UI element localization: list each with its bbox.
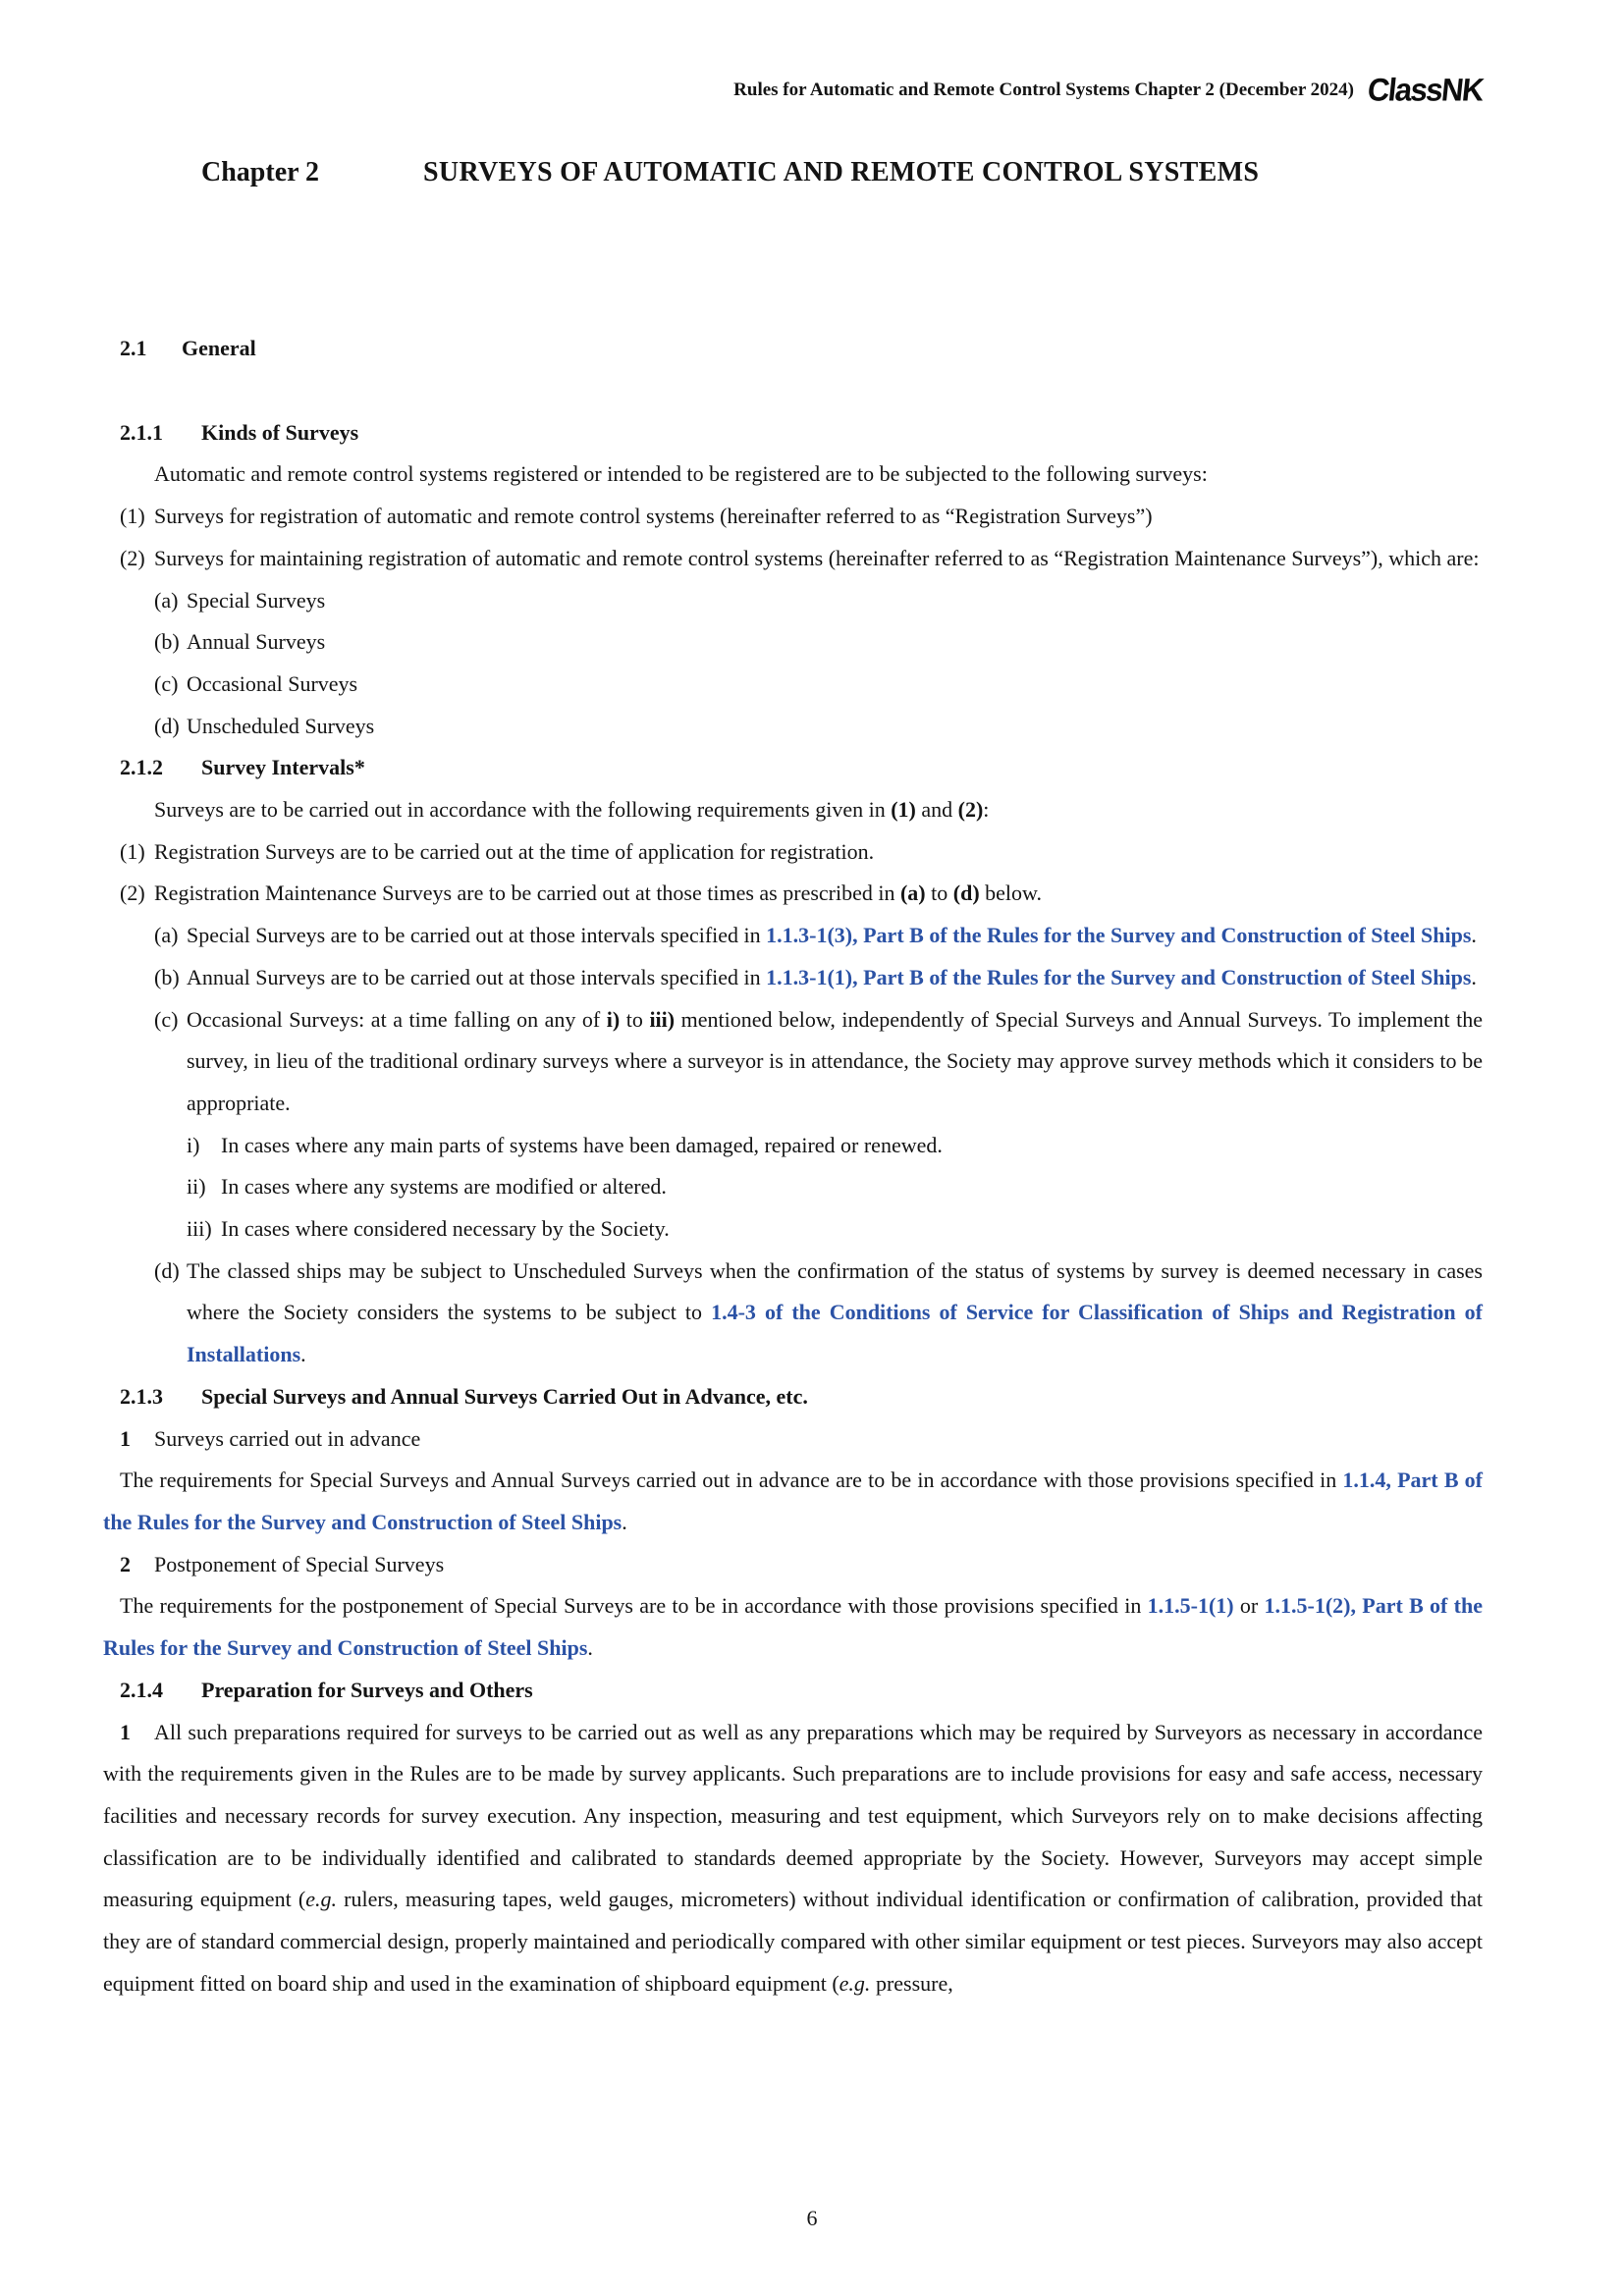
list-marker: (c) bbox=[154, 1006, 179, 1032]
section-number: 1 bbox=[120, 1719, 131, 1744]
text-run: Annual Surveys are to be carried out at those intervals specified in bbox=[187, 964, 767, 989]
list-marker: i) bbox=[187, 1132, 200, 1157]
chapter-heading bbox=[103, 157, 1483, 188]
list-item bbox=[103, 538, 1483, 580]
section-heading bbox=[103, 747, 1483, 789]
cross-reference-link[interactable]: 1.1.5-1(1) bbox=[1147, 1593, 1234, 1619]
list-marker: (2) bbox=[120, 881, 145, 906]
section-number: 2.1 bbox=[120, 336, 147, 360]
text-run: e.g. bbox=[305, 1887, 337, 1912]
section-title: Special Surveys and Annual Surveys Carried Out in Advance, etc. bbox=[201, 1383, 808, 1409]
classnk-logo: ClassNK bbox=[1366, 72, 1485, 108]
paragraph bbox=[103, 1460, 1483, 1543]
list-item bbox=[103, 873, 1483, 915]
section-number: 2 bbox=[120, 1551, 131, 1576]
text-run: below. bbox=[979, 881, 1042, 906]
list-marker: (c) bbox=[154, 670, 179, 696]
text-run: pressure, bbox=[870, 1970, 953, 1996]
text-run: Surveys are to be carried out in accordance with the following requirements given in bbox=[154, 797, 892, 823]
text-run: and bbox=[915, 797, 958, 823]
list-item bbox=[103, 664, 1483, 706]
text-run: Occasional Surveys bbox=[187, 670, 358, 696]
text-run: Occasional Surveys: at a time falling on any of bbox=[187, 1006, 607, 1032]
cross-reference-link[interactable]: 1.4-3 of the Conditions of Service for Classification of Ships and Registration of Installations bbox=[187, 1300, 1483, 1367]
chapter-title: SURVEYS OF AUTOMATIC AND REMOTE CONTROL SYSTEMS bbox=[423, 157, 1260, 187]
list-item bbox=[103, 621, 1483, 664]
text-run: (1) bbox=[891, 797, 916, 823]
text-run: . bbox=[300, 1342, 306, 1367]
text-run: The requirements for the postponement of Special Surveys are to be in accordance with those provisions specified in bbox=[120, 1593, 1148, 1619]
list-marker: iii) bbox=[187, 1216, 212, 1242]
list-item bbox=[103, 957, 1483, 999]
text-run: In cases where any main parts of systems have been damaged, repaired or renewed. bbox=[221, 1132, 943, 1157]
text-run: The classed ships may be subject to Unscheduled Surveys when the confirmation of the status of systems by survey is deemed necessary in cases where the Society considers the systems to be subject to bbox=[187, 1257, 1483, 1325]
cross-reference-link[interactable]: 1.1.5-1(2), Part B of the Rules for the Survey and Construction of Steel Ships bbox=[103, 1593, 1483, 1661]
text-run: i) bbox=[606, 1006, 621, 1032]
text-run: Registration Surveys are to be carried out at the time of application for registration. bbox=[154, 838, 875, 864]
list-item bbox=[103, 831, 1483, 874]
cross-reference-link[interactable]: 1.1.3-1(1), Part B of the Rules for the Survey and Construction of Steel Ships bbox=[766, 964, 1472, 989]
text-run: Special Surveys are to be carried out at those intervals specified in bbox=[187, 923, 767, 948]
paragraph bbox=[103, 789, 1483, 831]
page-header bbox=[103, 71, 1483, 110]
text-run: Annual Surveys bbox=[187, 629, 326, 655]
list-marker: (1) bbox=[120, 838, 145, 864]
section-title: General bbox=[182, 336, 256, 360]
text-run: . bbox=[1471, 923, 1477, 948]
list-item bbox=[103, 706, 1483, 748]
cross-reference-link[interactable]: 1.1.4, Part B of the Rules for the Survey and Construction of Steel Ships bbox=[103, 1468, 1484, 1534]
numbered-paragraph bbox=[103, 1712, 1483, 2005]
text-run: (d) bbox=[952, 881, 980, 906]
text-run: Postponement of Special Surveys bbox=[154, 1551, 445, 1576]
section-heading bbox=[103, 328, 1483, 370]
list-marker: (1) bbox=[120, 504, 145, 529]
section-heading bbox=[103, 1670, 1483, 1712]
text-run: Registration Maintenance Surveys are to be carried out at those times as prescribed in bbox=[154, 881, 900, 906]
section-title: Preparation for Surveys and Others bbox=[201, 1677, 533, 1702]
numbered-paragraph bbox=[103, 1544, 1483, 1586]
text-run: Surveys for maintaining registration of automatic and remote control systems (hereinafter referred to as “Registration Maintenance Surveys”), which are: bbox=[154, 545, 1480, 570]
list-marker: (b) bbox=[154, 964, 180, 989]
list-item bbox=[103, 580, 1483, 622]
list-item bbox=[103, 1208, 1483, 1251]
text-run: e.g. bbox=[839, 1970, 871, 1996]
list-marker: (2) bbox=[120, 545, 145, 570]
text-run: In cases where any systems are modified or altered. bbox=[221, 1174, 667, 1200]
document-content bbox=[103, 328, 1483, 2004]
text-run: . bbox=[587, 1635, 593, 1661]
list-item bbox=[103, 1251, 1483, 1376]
paragraph bbox=[103, 454, 1483, 496]
list-marker: (a) bbox=[154, 923, 179, 948]
section-heading bbox=[103, 412, 1483, 454]
list-item bbox=[103, 496, 1483, 538]
text-run: Automatic and remote control systems registered or intended to be registered are to be subjected to the following surveys: bbox=[154, 461, 1208, 487]
text-run: or bbox=[1233, 1593, 1265, 1619]
paragraph bbox=[103, 1585, 1483, 1669]
text-run: . bbox=[622, 1509, 627, 1534]
list-item bbox=[103, 915, 1483, 957]
text-run: Surveys carried out in advance bbox=[154, 1425, 421, 1451]
section-number: 1 bbox=[120, 1425, 131, 1451]
list-marker: ii) bbox=[187, 1174, 206, 1200]
section-number: 2.1.4 bbox=[120, 1677, 163, 1702]
list-marker: (d) bbox=[154, 713, 180, 738]
text-run: Unscheduled Surveys bbox=[187, 713, 375, 738]
list-item bbox=[103, 1125, 1483, 1167]
text-run: : bbox=[983, 797, 990, 823]
chapter-label: Chapter 2 bbox=[201, 157, 320, 187]
list-marker: (b) bbox=[154, 629, 180, 655]
list-marker: (a) bbox=[154, 587, 179, 613]
text-run: . bbox=[1471, 964, 1477, 989]
list-item bbox=[103, 1166, 1483, 1208]
list-marker: (d) bbox=[154, 1257, 180, 1283]
section-number: 2.1.2 bbox=[120, 755, 163, 780]
text-run: (a) bbox=[899, 881, 926, 906]
text-run: In cases where considered necessary by the Society. bbox=[221, 1216, 670, 1242]
text-run: iii) bbox=[649, 1006, 676, 1032]
text-run: (2) bbox=[957, 797, 984, 823]
numbered-paragraph bbox=[103, 1418, 1483, 1461]
section-number: 2.1.1 bbox=[120, 419, 163, 445]
list-item bbox=[103, 999, 1483, 1125]
text-run: to bbox=[620, 1006, 650, 1032]
text-run: to bbox=[925, 881, 953, 906]
page-number: 6 bbox=[806, 2206, 818, 2230]
header-running-title: Rules for Automatic and Remote Control Systems Chapter 2 (December 2024) bbox=[733, 80, 1354, 100]
text-run: Surveys for registration of automatic and remote control systems (hereinafter referred to as “Registration Surveys”) bbox=[154, 504, 1153, 529]
section-heading bbox=[103, 1376, 1483, 1418]
text-run: mentioned below, independently of Special Surveys and Annual Surveys. To implement the survey, in lieu of the traditional ordinary surveys where a surveyor is in attendance, the Society may approve survey methods which it considers to be appropriate. bbox=[187, 1006, 1483, 1115]
section-title: Survey Intervals* bbox=[201, 755, 365, 780]
text-run: rulers, measuring tapes, weld gauges, micrometers) without individual identification or confirmation of calibration, provided that they are of standard commercial design, properly maintained and periodically compared with other similar equipment or test pieces. Surveyors may also accept equipment fitted on board ship and used in the examination of shipboard equipment ( bbox=[103, 1887, 1483, 1996]
section-title: Kinds of Surveys bbox=[201, 419, 359, 445]
text-run: All such preparations required for surveys to be carried out as well as any preparations which may be required by Surveyors as necessary in accordance with the requirements given in the Rules are to be made by survey applicants. Such preparations are to include provisions for easy and safe access, necessary facilities and necessary records for survey execution. Any inspection, measuring and test equipment, which Surveyors rely on to make decisions affecting classification are to be individually identified and calibrated to standards deemed appropriate by the Society. However, Surveyors may accept simple measuring equipment ( bbox=[103, 1719, 1483, 1912]
text-run: The requirements for Special Surveys and Annual Surveys carried out in advance are to be in accordance with those provisions specified in bbox=[120, 1468, 1343, 1493]
section-number: 2.1.3 bbox=[120, 1383, 163, 1409]
text-run: Special Surveys bbox=[187, 587, 326, 613]
cross-reference-link[interactable]: 1.1.3-1(3), Part B of the Rules for the Survey and Construction of Steel Ships bbox=[766, 923, 1472, 948]
